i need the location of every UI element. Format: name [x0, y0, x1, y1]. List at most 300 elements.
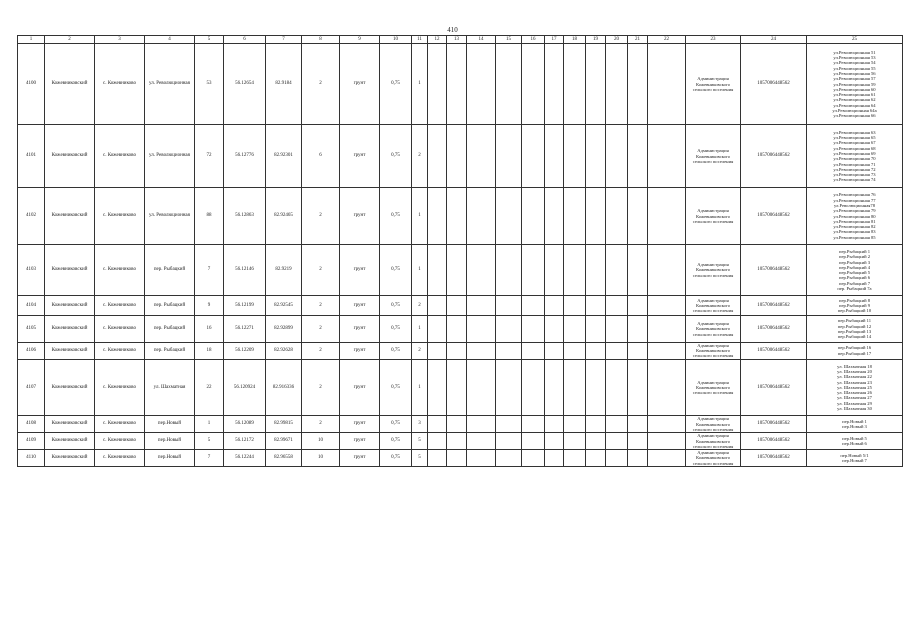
object-address: ул.Революционная 80	[833, 213, 876, 219]
cell-house: 88	[195, 188, 224, 245]
table-row	[18, 359, 903, 416]
cell-empty	[447, 416, 467, 433]
cell-lon: 82.96558	[266, 450, 302, 467]
cell-district: Кожевниковский	[45, 188, 95, 245]
column-header: 23	[686, 36, 741, 44]
cell-settlement: с. Кожевниково	[95, 188, 145, 245]
cell-house: 1	[195, 416, 224, 433]
object-address: пер.Рыбацкий 1	[838, 248, 870, 254]
cell-org: Администрация Кожевниковского сельского поселения	[686, 125, 741, 188]
object-address: ул. Шахматная 30	[837, 405, 872, 411]
cell-empty	[606, 416, 628, 433]
cell-district: Кожевниковский	[45, 342, 95, 359]
cell-settlement: с. Кожевниково	[95, 450, 145, 467]
object-address: ул. Шахматная 22	[837, 374, 872, 380]
cell-street: пер.Новый	[145, 433, 195, 450]
cell-empty	[606, 295, 628, 315]
cell-street: ул. Революционная	[145, 44, 195, 125]
cell-id: 4106	[18, 342, 45, 359]
column-header: 2	[45, 36, 95, 44]
cell-empty	[428, 125, 447, 188]
object-address: ул.Революционная 83	[833, 229, 876, 235]
object-address: ул.Революционная 53	[833, 55, 876, 61]
object-address: ул.Революционная 61	[833, 92, 876, 98]
cell-empty	[606, 245, 628, 296]
cell-lat: 56.12146	[224, 245, 266, 296]
cell-empty	[648, 359, 686, 416]
cell-org: Администрация Кожевниковского сельского поселения	[686, 342, 741, 359]
cell-org: Администрация Кожевниковского сельского поселения	[686, 44, 741, 125]
cell-empty	[496, 416, 522, 433]
cell-empty	[628, 188, 648, 245]
object-address: ул. Шахматная 26	[837, 390, 872, 396]
cell-empty	[586, 316, 606, 342]
cell-ogrn: 1057006448562	[741, 359, 807, 416]
cell-count: 2	[302, 295, 340, 315]
object-address: пер.Новый 1	[842, 419, 867, 425]
cell-district: Кожевниковский	[45, 44, 95, 125]
cell-empty	[606, 188, 628, 245]
cell-empty	[496, 450, 522, 467]
cell-lat: 56.12244	[224, 450, 266, 467]
cell-count: 2	[302, 342, 340, 359]
cell-empty	[467, 342, 496, 359]
cell-empty	[447, 245, 467, 296]
cell-district: Кожевниковский	[45, 433, 95, 450]
cell-empty	[648, 188, 686, 245]
cell-lon: 82.9219	[266, 245, 302, 296]
object-address: ул.Революционная78	[833, 203, 876, 209]
cell-containers: 5	[412, 433, 428, 450]
cell-empty	[428, 450, 447, 467]
cell-lat: 56.12089	[224, 416, 266, 433]
cell-containers: 1	[412, 316, 428, 342]
cell-empty	[628, 295, 648, 315]
cell-house: 7	[195, 450, 224, 467]
cell-house: 72	[195, 125, 224, 188]
cell-empty	[606, 342, 628, 359]
cell-empty	[545, 433, 564, 450]
object-address: ул.Революционная 60	[833, 86, 876, 92]
object-address: ул. Шахматная 23	[837, 379, 872, 385]
column-header: 12	[428, 36, 447, 44]
cell-empty	[522, 450, 545, 467]
object-address: пер.Рыбацкий 6	[838, 275, 870, 281]
object-address: ул.Революционная 79	[833, 208, 876, 214]
object-address: ул.Революционная 54	[833, 60, 876, 66]
cell-empty	[428, 245, 447, 296]
cell-empty	[586, 245, 606, 296]
cell-settlement: с. Кожевниково	[95, 433, 145, 450]
cell-empty	[467, 245, 496, 296]
cell-empty	[467, 295, 496, 315]
cell-volume: 0,75	[380, 433, 412, 450]
object-address: ул.Революционная 63	[833, 129, 876, 135]
cell-empty	[496, 359, 522, 416]
cell-id: 4110	[18, 450, 45, 467]
cell-volume: 0,75	[380, 245, 412, 296]
table-row	[18, 245, 903, 296]
cell-containers: 5	[412, 450, 428, 467]
cell-empty	[648, 245, 686, 296]
cell-street: ул. Шахматная	[145, 359, 195, 416]
cell-count: 2	[302, 44, 340, 125]
cell-volume: 0,75	[380, 44, 412, 125]
object-address: ул.Революционная 68	[833, 145, 876, 151]
cell-empty	[447, 359, 467, 416]
object-address: пер.Рыбацкий 11	[837, 318, 872, 324]
cell-empty	[447, 450, 467, 467]
cell-empty	[522, 416, 545, 433]
cell-empty	[428, 316, 447, 342]
cell-empty	[496, 316, 522, 342]
column-header: 10	[380, 36, 412, 44]
object-address: ул.Революционная 74	[833, 177, 876, 183]
cell-ogrn: 1057006448562	[741, 44, 807, 125]
cell-empty	[628, 433, 648, 450]
column-header: 16	[522, 36, 545, 44]
object-address: ул.Революционная 62	[833, 97, 876, 103]
table-row	[18, 342, 903, 359]
cell-empty	[586, 359, 606, 416]
column-header: 18	[564, 36, 586, 44]
cell-lat: 56.12654	[224, 44, 266, 125]
cell-id: 4101	[18, 125, 45, 188]
cell-empty	[467, 450, 496, 467]
cell-empty	[428, 433, 447, 450]
cell-containers: 1	[412, 245, 428, 296]
cell-ogrn: 1057006448562	[741, 433, 807, 450]
cell-id: 4104	[18, 295, 45, 315]
cell-ogrn: 1057006448562	[741, 316, 807, 342]
cell-volume: 0,75	[380, 342, 412, 359]
cell-ogrn: 1057006448562	[741, 188, 807, 245]
cell-settlement: с. Кожевниково	[95, 416, 145, 433]
object-address: пер.Новый 7	[842, 458, 867, 464]
cell-count: 6	[302, 125, 340, 188]
cell-empty	[447, 44, 467, 125]
cell-surface: грунт	[340, 450, 380, 467]
object-address: пер.Новый 5	[842, 435, 867, 441]
cell-empty	[428, 295, 447, 315]
cell-id: 4103	[18, 245, 45, 296]
cell-empty	[606, 359, 628, 416]
cell-containers: 2	[412, 295, 428, 315]
cell-org: Администрация Кожевниковского сельского поселения	[686, 316, 741, 342]
cell-ogrn: 1057006448562	[741, 125, 807, 188]
cell-id: 4109	[18, 433, 45, 450]
cell-empty	[496, 125, 522, 188]
cell-district: Кожевниковский	[45, 450, 95, 467]
column-header: 7	[266, 36, 302, 44]
object-address: пер.Новый 3	[842, 424, 867, 430]
cell-empty	[628, 342, 648, 359]
cell-street: пер. Рыбацкий	[145, 316, 195, 342]
cell-empty	[606, 125, 628, 188]
column-header: 6	[224, 36, 266, 44]
column-header: 17	[545, 36, 564, 44]
cell-org: Администрация Кожевниковского сельского поселения	[686, 450, 741, 467]
cell-empty	[586, 416, 606, 433]
cell-lon: 82.92465	[266, 188, 302, 245]
cell-empty	[606, 44, 628, 125]
cell-empty	[447, 316, 467, 342]
cell-empty	[496, 44, 522, 125]
cell-empty	[447, 188, 467, 245]
object-address: ул.Революционная 76	[833, 192, 876, 198]
cell-objects	[807, 416, 903, 433]
cell-district: Кожевниковский	[45, 125, 95, 188]
cell-empty	[545, 188, 564, 245]
cell-ogrn: 1057006448562	[741, 245, 807, 296]
cell-count: 2	[302, 245, 340, 296]
cell-lon: 82.916336	[266, 359, 302, 416]
cell-objects	[807, 316, 903, 342]
column-header: 13	[447, 36, 467, 44]
cell-org: Администрация Кожевниковского сельского поселения	[686, 416, 741, 433]
column-header: 8	[302, 36, 340, 44]
object-address: пер.Рыбацкий 7	[838, 280, 870, 286]
column-header: 5	[195, 36, 224, 44]
cell-lon: 82.99671	[266, 433, 302, 450]
cell-empty	[564, 342, 586, 359]
cell-empty	[606, 433, 628, 450]
cell-surface: грунт	[340, 359, 380, 416]
cell-surface: грунт	[340, 125, 380, 188]
cell-volume: 0,75	[380, 188, 412, 245]
cell-empty	[467, 416, 496, 433]
cell-objects	[807, 342, 903, 359]
cell-surface: грунт	[340, 245, 380, 296]
table-row	[18, 125, 903, 188]
cell-street: пер. Рыбацкий	[145, 342, 195, 359]
cell-empty	[496, 245, 522, 296]
cell-ogrn: 1057006448562	[741, 416, 807, 433]
cell-lat: 56.120924	[224, 359, 266, 416]
cell-empty	[522, 44, 545, 125]
cell-empty	[564, 316, 586, 342]
cell-empty	[586, 433, 606, 450]
cell-house: 18	[195, 342, 224, 359]
cell-org: Администрация Кожевниковского сельского поселения	[686, 295, 741, 315]
registry-table	[17, 35, 903, 467]
object-address: ул. Шахматная 20	[837, 368, 872, 374]
object-address: ул.Революционная 81	[833, 218, 876, 224]
object-address: ул.Революционная 59	[833, 81, 876, 87]
cell-containers: 1	[412, 359, 428, 416]
cell-empty	[648, 295, 686, 315]
column-header: 11	[412, 36, 428, 44]
cell-empty	[467, 188, 496, 245]
object-address: ул.Революционная 85	[833, 234, 876, 240]
cell-volume: 0,75	[380, 125, 412, 188]
cell-empty	[428, 188, 447, 245]
column-header: 3	[95, 36, 145, 44]
object-address: пер.Рыбацкий 13	[837, 328, 872, 334]
cell-objects	[807, 44, 903, 125]
cell-street: пер.Новый	[145, 416, 195, 433]
object-address: пер.Рыбацкий 12	[837, 323, 872, 329]
cell-empty	[628, 44, 648, 125]
cell-empty	[648, 316, 686, 342]
cell-lon: 82.92899	[266, 316, 302, 342]
cell-street: пер. Рыбацкий	[145, 245, 195, 296]
cell-empty	[628, 316, 648, 342]
cell-district: Кожевниковский	[45, 416, 95, 433]
cell-street: ул. Революционная	[145, 188, 195, 245]
column-header: 25	[807, 36, 903, 44]
cell-surface: грунт	[340, 316, 380, 342]
cell-house: 22	[195, 359, 224, 416]
cell-house: 9	[195, 295, 224, 315]
column-header: 15	[496, 36, 522, 44]
cell-objects	[807, 450, 903, 467]
cell-org: Администрация Кожевниковского сельского поселения	[686, 433, 741, 450]
cell-empty	[545, 245, 564, 296]
cell-empty	[428, 359, 447, 416]
object-address: ул. Шахматная 29	[837, 400, 872, 406]
object-address: ул.Революционная 65	[833, 135, 876, 141]
cell-settlement: с. Кожевниково	[95, 316, 145, 342]
cell-volume: 0,75	[380, 359, 412, 416]
cell-empty	[545, 44, 564, 125]
cell-org: Администрация Кожевниковского сельского поселения	[686, 188, 741, 245]
cell-empty	[545, 295, 564, 315]
page-number: 410	[447, 26, 458, 34]
cell-containers: 1	[412, 44, 428, 125]
cell-empty	[467, 433, 496, 450]
cell-district: Кожевниковский	[45, 295, 95, 315]
cell-empty	[522, 245, 545, 296]
cell-empty	[564, 44, 586, 125]
object-address: пер.Рыбацкий 17	[837, 350, 872, 356]
object-address: пер.Новый 6	[842, 441, 867, 447]
object-address: пер.Рыбацкий 9	[838, 302, 870, 308]
cell-empty	[496, 433, 522, 450]
cell-lat: 56.12776	[224, 125, 266, 188]
object-address: ул.Революционная 57	[833, 76, 876, 82]
cell-empty	[564, 295, 586, 315]
cell-volume: 0,75	[380, 416, 412, 433]
column-header: 21	[628, 36, 648, 44]
cell-district: Кожевниковский	[45, 245, 95, 296]
object-address: пер. Рыбацкий 7а	[837, 285, 872, 291]
cell-empty	[564, 433, 586, 450]
object-address: ул.Революционная 66	[833, 113, 876, 119]
cell-ogrn: 1057006448562	[741, 342, 807, 359]
cell-empty	[467, 316, 496, 342]
cell-empty	[545, 450, 564, 467]
cell-empty	[648, 433, 686, 450]
cell-empty	[586, 125, 606, 188]
cell-empty	[564, 125, 586, 188]
cell-empty	[606, 316, 628, 342]
object-address: ул.Революционная 82	[833, 224, 876, 230]
cell-empty	[496, 342, 522, 359]
cell-empty	[545, 316, 564, 342]
cell-volume: 0,75	[380, 295, 412, 315]
object-address: пер.Новый 5/1	[840, 452, 869, 458]
object-address: ул.Революционная 55	[833, 65, 876, 71]
cell-empty	[586, 342, 606, 359]
object-address: ул. Шахматная 25	[837, 384, 872, 390]
cell-objects	[807, 188, 903, 245]
cell-objects	[807, 359, 903, 416]
cell-lon: 82.92301	[266, 125, 302, 188]
cell-house: 16	[195, 316, 224, 342]
registry-body	[18, 44, 903, 467]
object-address: пер.Рыбацкий 10	[837, 308, 872, 314]
cell-id: 4105	[18, 316, 45, 342]
cell-count: 2	[302, 316, 340, 342]
cell-id: 4107	[18, 359, 45, 416]
column-header: 20	[606, 36, 628, 44]
cell-empty	[522, 433, 545, 450]
column-header: 4	[145, 36, 195, 44]
cell-count: 10	[302, 433, 340, 450]
object-address: ул.Революционная 64а	[832, 107, 877, 113]
cell-count: 2	[302, 188, 340, 245]
cell-empty	[428, 44, 447, 125]
cell-lat: 56.12172	[224, 433, 266, 450]
cell-street: пер. Рыбацкий	[145, 295, 195, 315]
cell-empty	[628, 416, 648, 433]
object-address: ул.Революционная 77	[833, 197, 876, 203]
cell-org: Администрация Кожевниковского сельского поселения	[686, 359, 741, 416]
cell-containers: 3	[412, 416, 428, 433]
cell-settlement: с. Кожевниково	[95, 44, 145, 125]
cell-empty	[496, 295, 522, 315]
object-address: пер.Рыбацкий 4	[838, 264, 870, 270]
cell-empty	[648, 125, 686, 188]
cell-lon: 82.92545	[266, 295, 302, 315]
cell-settlement: с. Кожевниково	[95, 125, 145, 188]
object-address: ул.Революционная 69	[833, 151, 876, 157]
cell-empty	[628, 125, 648, 188]
cell-empty	[522, 295, 545, 315]
cell-empty	[586, 450, 606, 467]
cell-house: 5	[195, 433, 224, 450]
column-header: 9	[340, 36, 380, 44]
cell-id: 4108	[18, 416, 45, 433]
cell-containers: 1	[412, 188, 428, 245]
cell-empty	[447, 125, 467, 188]
cell-empty	[648, 342, 686, 359]
cell-empty	[496, 188, 522, 245]
cell-lon: 82.9184	[266, 44, 302, 125]
cell-settlement: с. Кожевниково	[95, 359, 145, 416]
cell-objects	[807, 125, 903, 188]
cell-empty	[522, 342, 545, 359]
cell-empty	[545, 416, 564, 433]
cell-street: пер.Новый	[145, 450, 195, 467]
cell-surface: грунт	[340, 433, 380, 450]
table-row	[18, 44, 903, 125]
cell-ogrn: 1057006448562	[741, 295, 807, 315]
cell-empty	[564, 416, 586, 433]
cell-surface: грунт	[340, 416, 380, 433]
object-address: пер.Рыбацкий 14	[837, 334, 872, 340]
cell-objects	[807, 245, 903, 296]
cell-volume: 0,75	[380, 450, 412, 467]
cell-objects	[807, 295, 903, 315]
object-address: ул. Шахматная 18	[837, 363, 872, 369]
cell-surface: грунт	[340, 44, 380, 125]
cell-empty	[522, 316, 545, 342]
cell-lon: 82.99815	[266, 416, 302, 433]
cell-lon: 82.92628	[266, 342, 302, 359]
cell-empty	[447, 295, 467, 315]
